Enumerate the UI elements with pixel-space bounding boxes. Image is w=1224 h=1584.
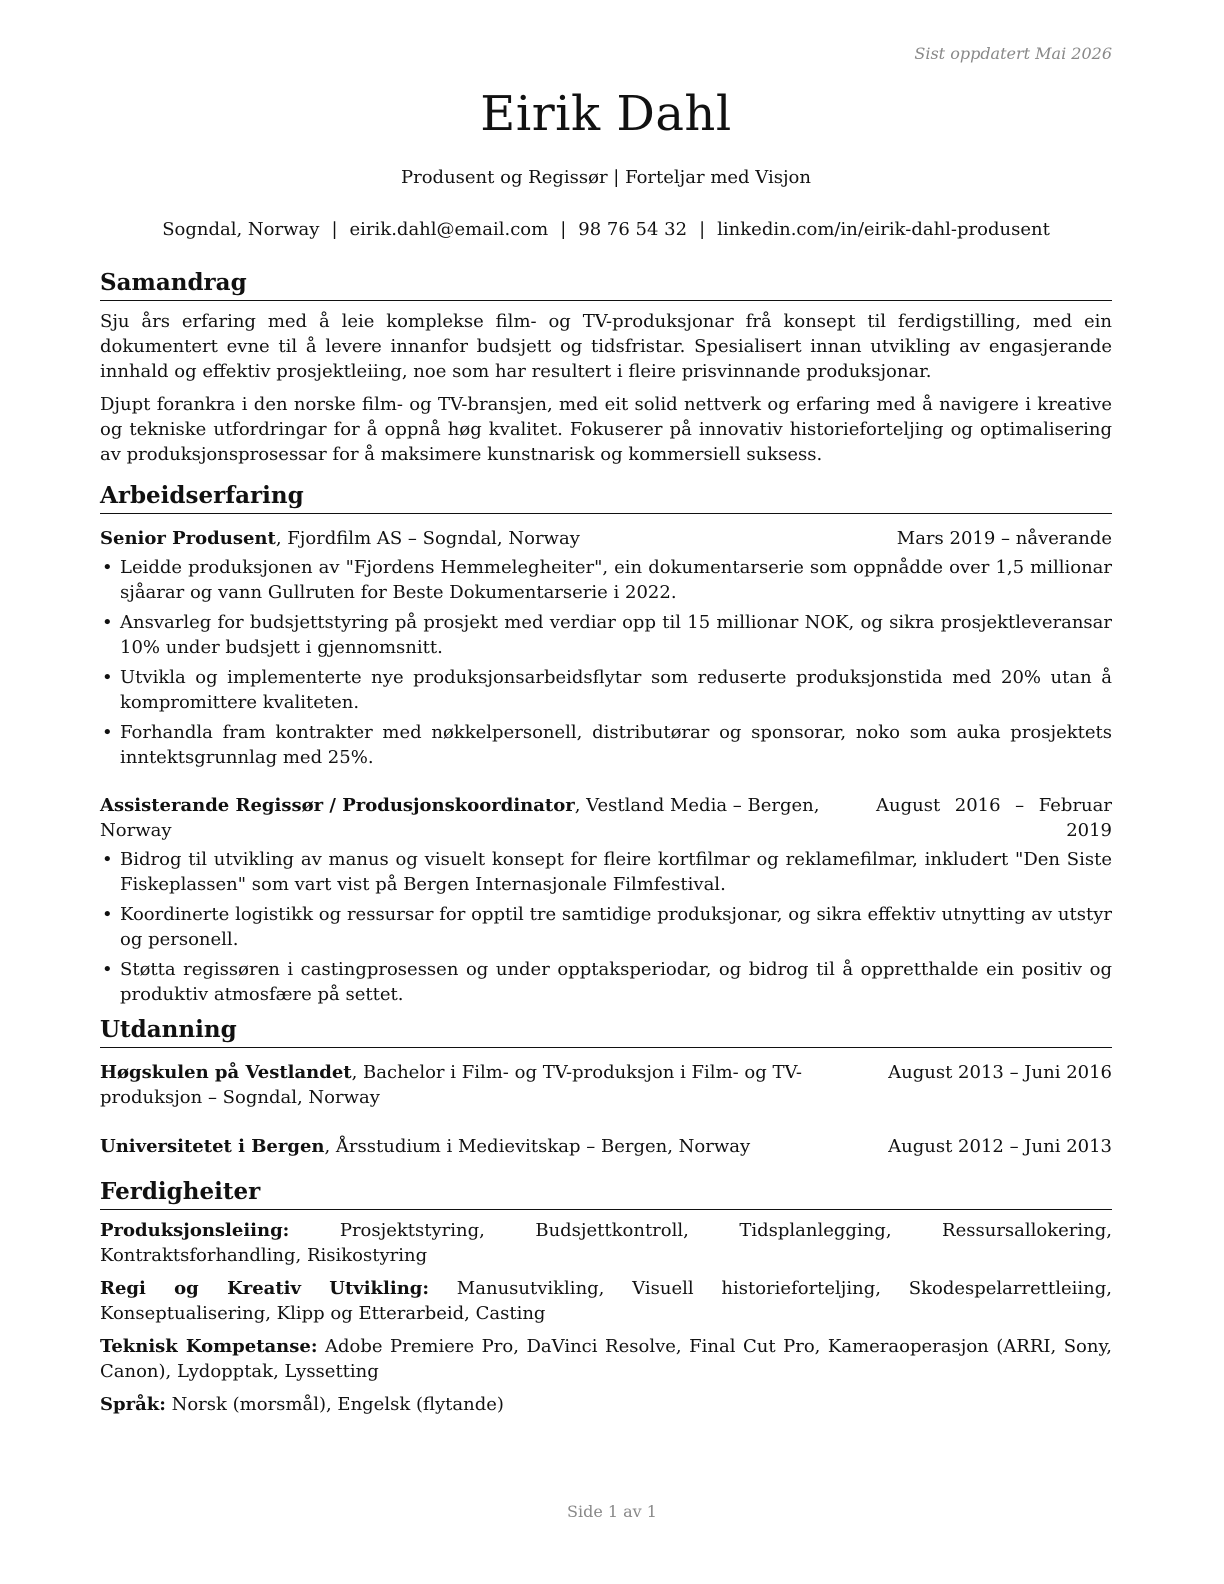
list-item: • Bidrog til utvikling av manus og visuelt konsept for fleire kortfilmar og reklamefilmar, inkludert "Den Siste Fiskeplassen" som vart vist på Bergen Internasjonale Filmfestival. xyxy=(102,849,1112,895)
bullet-icon: • xyxy=(102,849,113,870)
education-dates: August 2012 – Juni 2013 xyxy=(888,1136,1112,1157)
resume-body xyxy=(100,266,1112,1423)
skill-group: Teknisk Kompetanse: Adobe Premiere Pro, DaVinci Resolve, Final Cut Pro, Kameraoperasjon (ARRI, Sony, Canon), Lydopptak, Lyssetting xyxy=(100,1336,1112,1382)
job-bullets xyxy=(100,847,1112,1007)
education-item xyxy=(100,1134,1112,1159)
skill-group: Språk: Norsk (morsmål), Engelsk (flytande) xyxy=(100,1394,504,1415)
contact-email[interactable]: eirik.dahl@email.com xyxy=(349,219,549,240)
section-heading-skills: Ferdigheiter xyxy=(100,1175,1112,1210)
bullet-icon: • xyxy=(102,667,113,688)
contact-line xyxy=(100,219,1112,240)
list-item: • Koordinerte logistikk og ressursar for opptil tre samtidige produksjonar, og sikra effektiv utnytting av utstyr og personell. xyxy=(102,904,1112,950)
summary-paragraph: Sju års erfaring med å leie komplekse film- og TV-produksjonar frå konsept til ferdigstilling, med ein dokumentert evne til å levere innanfor budsjett og tidsfristar. Spesialisert innan utvikling av engasjerande innhald og effektiv prosjektleiing, noe som har resultert i fleire prisvinnande produksjonar. xyxy=(100,311,1112,382)
bullet-icon: • xyxy=(102,557,113,578)
job-dates: August 2016 – Februar 2019 xyxy=(876,795,1112,841)
bullet-icon: • xyxy=(102,904,113,925)
summary-section xyxy=(100,266,1112,467)
job-header xyxy=(100,526,1112,551)
degree-detail: , Årsstudium i Medievitskap – Bergen, Norway xyxy=(324,1136,751,1157)
separator: | xyxy=(699,219,706,240)
candidate-name: Eirik Dahl xyxy=(480,86,732,142)
contact-location: Sogndal, Norway xyxy=(162,219,320,240)
education-section xyxy=(100,1013,1112,1159)
bullet-icon: • xyxy=(102,959,113,980)
tagline: Produsent og Regissør | Forteljar med Visjon xyxy=(401,167,811,188)
summary-paragraph: Djupt forankra i den norske film- og TV-bransjen, med eit solid nettverk og erfaring med å navigere i kreative og tekniske utfordringar for å oppnå høg kvalitet. Fokuserer på innovativ historieforteljing og optimalisering av produksjonsprosessar for å maksimere kunstnarisk og kommersiell suksess. xyxy=(100,394,1112,465)
job-header xyxy=(100,793,1112,843)
list-item: • Leidde produksjonen av "Fjordens Hemmelegheiter", ein dokumentarserie som oppnådde over 1,5 millionar sjåarar og vann Gullruten for Beste Dokumentarserie i 2022. xyxy=(102,557,1112,603)
school-name: Høgskulen på Vestlandet xyxy=(100,1062,352,1083)
job-org: , Vestland Media – Bergen, Norway xyxy=(100,795,820,841)
list-item: • Utvikla og implementerte nye produksjonsarbeidsflytar som reduserte produksjonstida med 20% utan å kompromittere kvaliteten. xyxy=(102,667,1112,713)
experience-section xyxy=(100,479,1112,1007)
education-dates: August 2013 – Juni 2016 xyxy=(888,1062,1112,1083)
section-heading-summary: Samandrag xyxy=(100,266,1112,301)
list-item: • Støtta regissøren i castingprosessen og under opptaksperiodar, og bidrog til å oppretthalde ein positiv og produktiv atmosfære på settet. xyxy=(102,959,1112,1005)
bullet-icon: • xyxy=(102,722,113,743)
section-heading-education: Utdanning xyxy=(100,1013,1112,1048)
section-heading-experience: Arbeidserfaring xyxy=(100,479,1112,514)
job-bullets xyxy=(100,555,1112,770)
job-title: Senior Produsent xyxy=(100,528,276,549)
skill-group: Produksjonsleiing: Prosjektstyring, Budsjettkontroll, Tidsplanlegging, Ressursallokering, Kontraktsforhandling, Risikostyring xyxy=(100,1220,1112,1266)
last-updated: Sist oppdatert Mai 2026 xyxy=(914,44,1112,63)
job-dates: Mars 2019 – nåverande xyxy=(896,528,1112,549)
contact-linkedin[interactable]: linkedin.com/in/eirik-dahl-produsent xyxy=(717,219,1050,240)
skills-section xyxy=(100,1175,1112,1417)
contact-phone: 98 76 54 32 xyxy=(578,219,688,240)
list-item: • Ansvarleg for budsjettstyring på prosjekt med verdiar opp til 15 millionar NOK, og sikra prosjektleveransar 10% under budsjett i gjennomsnitt. xyxy=(102,612,1112,658)
separator: | xyxy=(560,219,567,240)
bullet-icon: • xyxy=(102,612,113,633)
job-title: Assisterande Regissør / Produsjonskoordinator xyxy=(100,795,575,816)
education-item xyxy=(100,1060,1112,1110)
page-number: Side 1 av 1 xyxy=(567,1502,657,1521)
separator: | xyxy=(331,219,338,240)
school-name: Universitetet i Bergen xyxy=(100,1136,325,1157)
list-item: • Forhandla fram kontrakter med nøkkelpersonell, distributørar og sponsorar, noko som auka prosjektets inntektsgrunnlag med 25%. xyxy=(102,722,1112,768)
degree-detail: , Bachelor i Film- og TV-produksjon i Film- og TV-produksjon – Sogndal, Norway xyxy=(100,1062,802,1108)
skill-group: Regi og Kreativ Utvikling: Manusutvikling, Visuell historieforteljing, Skodespelarrettleiing, Konseptualisering, Klipp og Etterarbeid, Casting xyxy=(100,1278,1113,1324)
job-org: , Fjordfilm AS – Sogndal, Norway xyxy=(275,528,580,549)
